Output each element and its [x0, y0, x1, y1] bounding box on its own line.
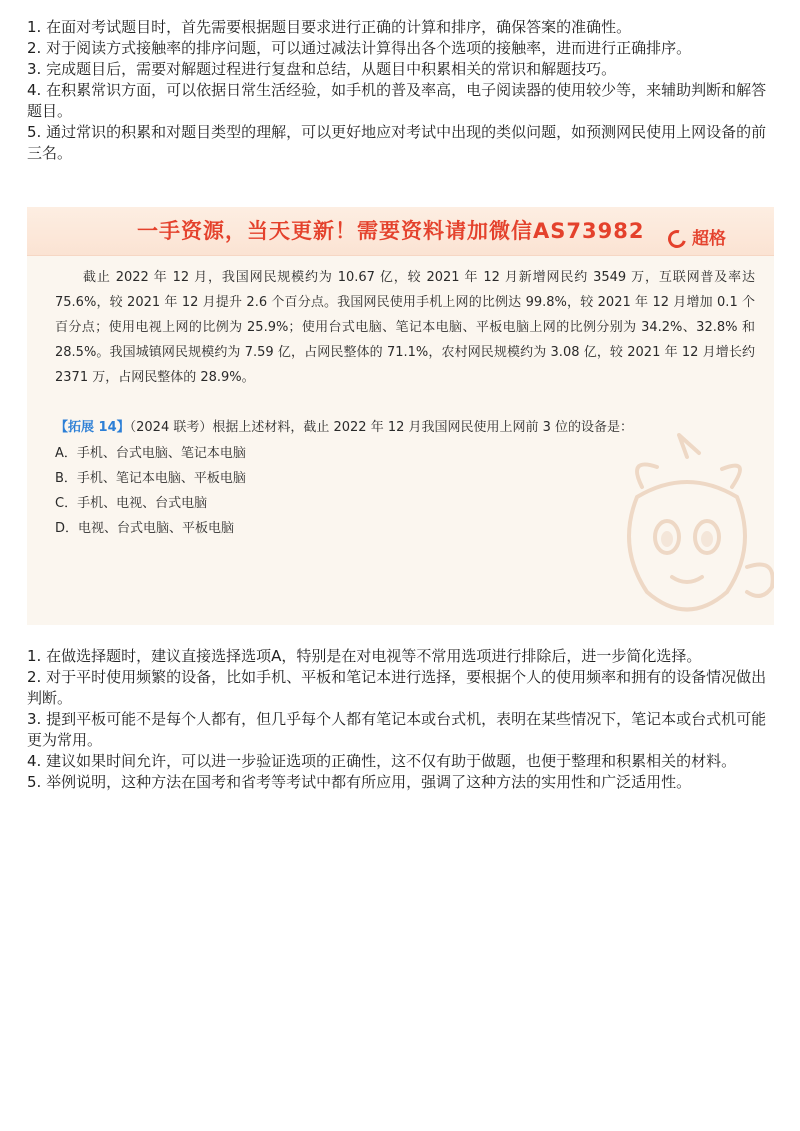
question-text: （2024 联考）根据上述材料，截止 2022 年 12 月我国网民使用上网前 3 位的设备是： [129, 420, 634, 435]
summary-list-bottom [27, 646, 775, 793]
list-item: 2. 对于平时使用频繁的设备，比如手机、平板和笔记本进行选择，要根据个人的使用频率和拥有的设备情况做出判断。 [27, 668, 767, 707]
list-item: 3. 完成题目后，需要对解题过程进行复盘和总结，从题目中积累相关的常识和解题技巧。 [27, 60, 617, 78]
embedded-question-card [27, 207, 774, 625]
brand-logo [668, 227, 726, 251]
option-b: B．手机、笔记本电脑、平板电脑 [55, 471, 246, 486]
brand-name: 超格 [692, 229, 726, 249]
question-tag: 【拓展 14】 [55, 420, 130, 435]
promo-banner [27, 207, 774, 256]
option-c: C．手机、电视、台式电脑 [55, 496, 208, 511]
list-item: 5. 举例说明，这种方法在国考和省考等考试中都有所应用，强调了这种方法的实用性和广泛适用性。 [27, 773, 692, 791]
list-item: 5. 通过常识的积累和对题目类型的理解，可以更好地应对考试中出现的类似问题，如预测网民使用上网设备的前三名。 [27, 123, 767, 162]
material-passage: 截止 2022 年 12 月，我国网民规模约为 10.67 亿，较 2021 年 12 月新增网民约 3549 万，互联网普及率达 75.6%，较 2021 年 12 月提升 2.6 个百分点。我国网民使用手机上网的比例达 99.8%，较 2021 年 12 月增加 0.1 个百分点；使用电视上网的比例为 25.9%；使用台式电脑、笔记本电脑、平板电脑上网的比例分别为 34.2%、32.8% 和 28.5%。我国城镇网民规模约为 7.59 亿，占网民整体的 71.1%，农村网民规模约为 3.08 亿，较 2021 年 12 月增长约 2371 万，占网民整体的 28.9%。 [55, 270, 755, 385]
answer-options [55, 441, 246, 541]
list-item: 1. 在面对考试题目时，首先需要根据题目要求进行正确的计算和排序，确保答案的准确性。 [27, 18, 632, 36]
list-item: 2. 对于阅读方式接触率的排序问题，可以通过减法计算得出各个选项的接触率，进而进行正确排序。 [27, 39, 692, 57]
list-item: 4. 建议如果时间允许，可以进一步验证选项的正确性，这不仅有助于做题，也便于整理和积累相关的材料。 [27, 752, 737, 770]
banner-text: 一手资源，当天更新！需要资料请加微信AS73982 [137, 219, 645, 243]
question-stem [55, 415, 755, 440]
option-d: D．电视、台式电脑、平板电脑 [55, 521, 235, 536]
list-item: 3. 提到平板可能不是每个人都有，但几乎每个人都有笔记本或台式机，表明在某些情况下，笔记本或台式机可能更为常用。 [27, 710, 767, 749]
list-item: 1. 在做选择题时，建议直接选择选项A，特别是在对电视等不常用选项进行排除后，进一步简化选择。 [27, 647, 702, 665]
list-item: 4. 在积累常识方面，可以依据日常生活经验，如手机的普及率高，电子阅读器的使用较少等，来辅助判断和解答题目。 [27, 81, 767, 120]
mascot-watermark-icon [587, 427, 774, 625]
option-a: A．手机、台式电脑、笔记本电脑 [55, 446, 246, 461]
summary-list-top [27, 17, 775, 164]
brand-logo-icon [665, 227, 690, 252]
